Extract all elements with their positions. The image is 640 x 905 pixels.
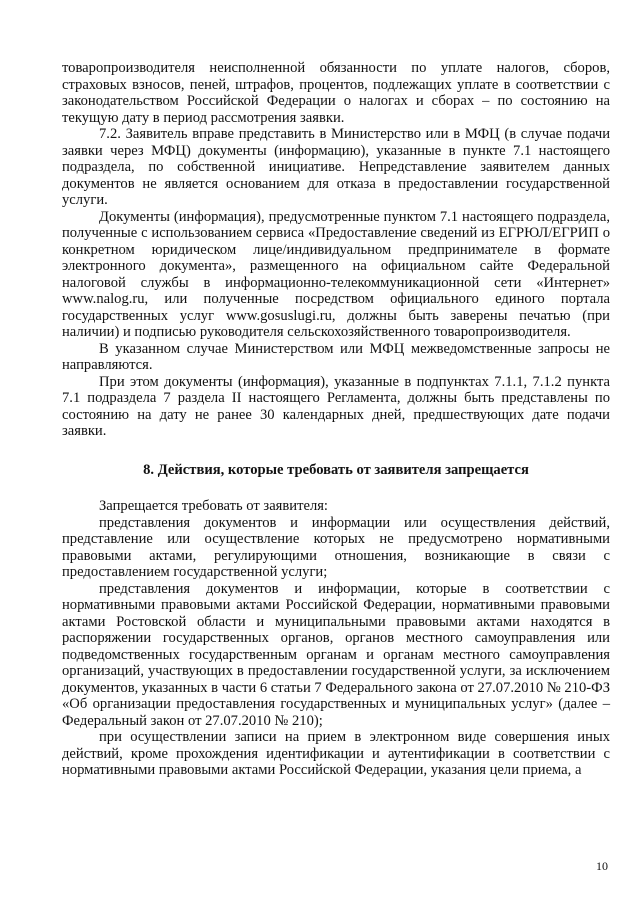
- paragraph-group-top: [62, 60, 610, 440]
- document-body: [62, 60, 610, 779]
- paragraph: При этом документы (информация), указанные в подпунктах 7.1.1, 7.1.2 пункта 7.1 подраздела 7 раздела II настоящего Регламента, должны быть представлены по состоянию на дату не ранее 30 календарных дней, предшествующих дате подачи заявки.: [62, 373, 610, 439]
- section-heading: 8. Действия, которые требовать от заявителя запрещается: [143, 461, 529, 478]
- paragraph: товаропроизводителя неисполненной обязанности по уплате налогов, сборов, страховых взносов, пеней, штрафов, процентов, подлежащих уплате в соответствии с законодательством Российской Федерации о налогах и сборах – по состоянию на текущую дату в период рассмотрения заявки.: [62, 60, 610, 126]
- paragraph: представления документов и информации, которые в соответствии с нормативными правовыми актами Российской Федерации, нормативными правовыми актами Ростовской области и муниципальными правовыми актами находятся в распоряжении государственных органов, органов местного самоуправления или подведомственных государственным органам и органам местного самоуправления организаций, участвующих в предоставлении государственной услуги, за исключением документов, указанных в части 6 статьи 7 Федерального закона от 27.07.2010 № 210-ФЗ «Об организации предоставления государственных и муниципальных услуг» (далее – Федеральный закон от 27.07.2010 № 210);: [62, 580, 611, 729]
- paragraph: Документы (информация), предусмотренные пунктом 7.1 настоящего подраздела, полученные с использованием сервиса «Предоставление сведений из ЕГРЮЛ/ЕГРИП о конкретном юридическом лице/индивидуальном предпринимателе в формате электронного документа», размещенного на официальном сайте Федеральной налоговой службы в информационно-телекоммуникационной сети «Интернет» www.nalog.ru, или полученные посредством официального единого портала государственных услуг www.gosuslugi.ru, должны быть заверены печатью (при наличии) и подписью руководителя сельскохозяйственного товаропроизводителя.: [62, 208, 610, 340]
- page-number: 10: [596, 859, 608, 873]
- paragraph: 7.2. Заявитель вправе представить в Министерство или в МФЦ (в случае подачи заявки через МФЦ) документы (информацию), указанные в пункте 7.1 настоящего подраздела, по собственной инициативе. Непредставление заявителем данных документов не является основанием для отказа в предоставлении государственной услуги.: [62, 126, 610, 208]
- paragraph: Запрещается требовать от заявителя:: [99, 498, 328, 514]
- paragraph-group-bottom: [62, 498, 610, 779]
- paragraph: представления документов и информации или осуществления действий, представление или осуществление которых не предусмотрено нормативными правовыми актами, регулирующими отношения, возникающие в связи с предоставлением государственной услуги;: [62, 514, 610, 580]
- paragraph: В указанном случае Министерством или МФЦ межведомственные запросы не направляются.: [62, 340, 610, 373]
- paragraph: при осуществлении записи на прием в электронном виде совершения иных действий, кроме прохождения идентификации и аутентификации в соответствии с нормативными правовыми актами Российской Федерации, указания цели приема, а: [62, 729, 610, 778]
